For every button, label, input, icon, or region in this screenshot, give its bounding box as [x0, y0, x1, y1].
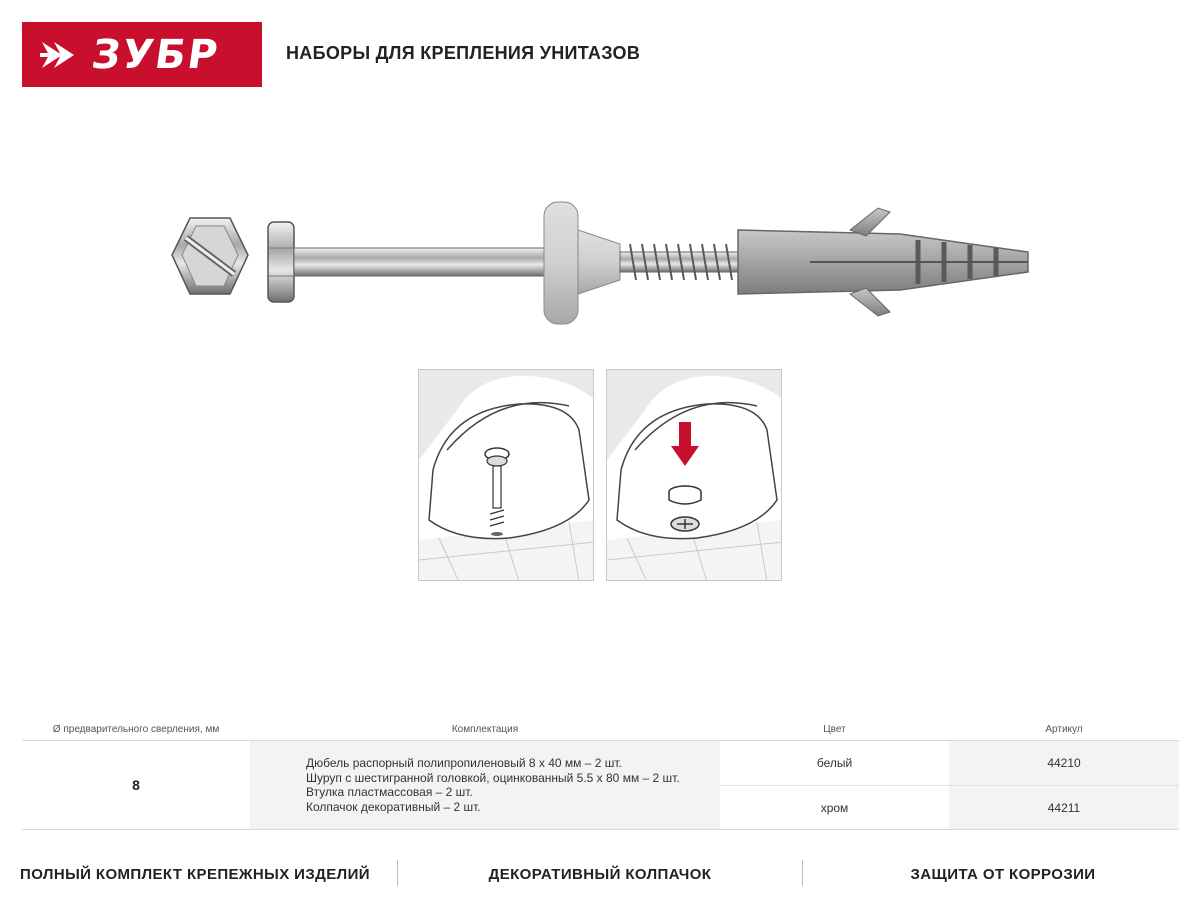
header-article: Артикул	[1045, 724, 1083, 735]
header-kit: Комплектация	[451, 724, 519, 735]
variant-color: белый	[720, 741, 949, 785]
kit-item: Шуруп с шестигранной головкой, оцинкованный 5.5 х 80 мм – 2 шт.	[306, 770, 680, 785]
kit-item: Колпачок декоративный – 2 шт.	[306, 799, 481, 814]
header-drill: Ø предварительного сверления, мм	[52, 724, 220, 735]
kit-item: Дюбель распорный полипропиленовый 8 х 40 мм – 2 шт.	[306, 756, 622, 770]
variant-color: хром	[720, 785, 949, 829]
logo-arrow-icon	[40, 38, 82, 72]
dowel-icon	[738, 208, 1028, 316]
variant-article: 44211	[949, 785, 1179, 829]
brand-logo	[22, 22, 262, 87]
feature-strip	[0, 856, 1200, 892]
kit-item: Втулка пластмассовая – 2 шт.	[306, 785, 473, 799]
screw-head-icon	[671, 517, 699, 531]
install-step-2-illustration	[606, 369, 782, 581]
sleeve-icon	[544, 202, 620, 324]
divider	[397, 860, 398, 886]
cap-icon	[669, 486, 701, 504]
install-step-1-illustration	[418, 369, 594, 581]
feature-complete-kit: ПОЛНЫЙ КОМПЛЕКТ КРЕПЕЖНЫХ ИЗДЕЛИЙ	[20, 865, 370, 883]
variant-article: 44210	[949, 741, 1179, 785]
feature-corrosion-protection: ЗАЩИТА ОТ КОРРОЗИИ	[910, 865, 1096, 883]
kit-list	[250, 741, 720, 829]
screw-head-icon	[268, 222, 294, 302]
page-title: НАБОРЫ ДЛЯ КРЕПЛЕНИЯ УНИТАЗОВ	[286, 43, 641, 63]
spec-table-body	[22, 741, 1179, 830]
feature-decorative-cap: ДЕКОРАТИВНЫЙ КОЛПАЧОК	[488, 865, 712, 883]
drill-diameter-value: 8	[22, 741, 250, 829]
cap-icon	[172, 218, 248, 294]
header-color: Цвет	[823, 724, 846, 735]
product-image	[160, 190, 1040, 340]
brand-name: ЗУБР	[88, 31, 223, 78]
divider	[802, 860, 803, 886]
spec-table-header	[22, 716, 1179, 741]
